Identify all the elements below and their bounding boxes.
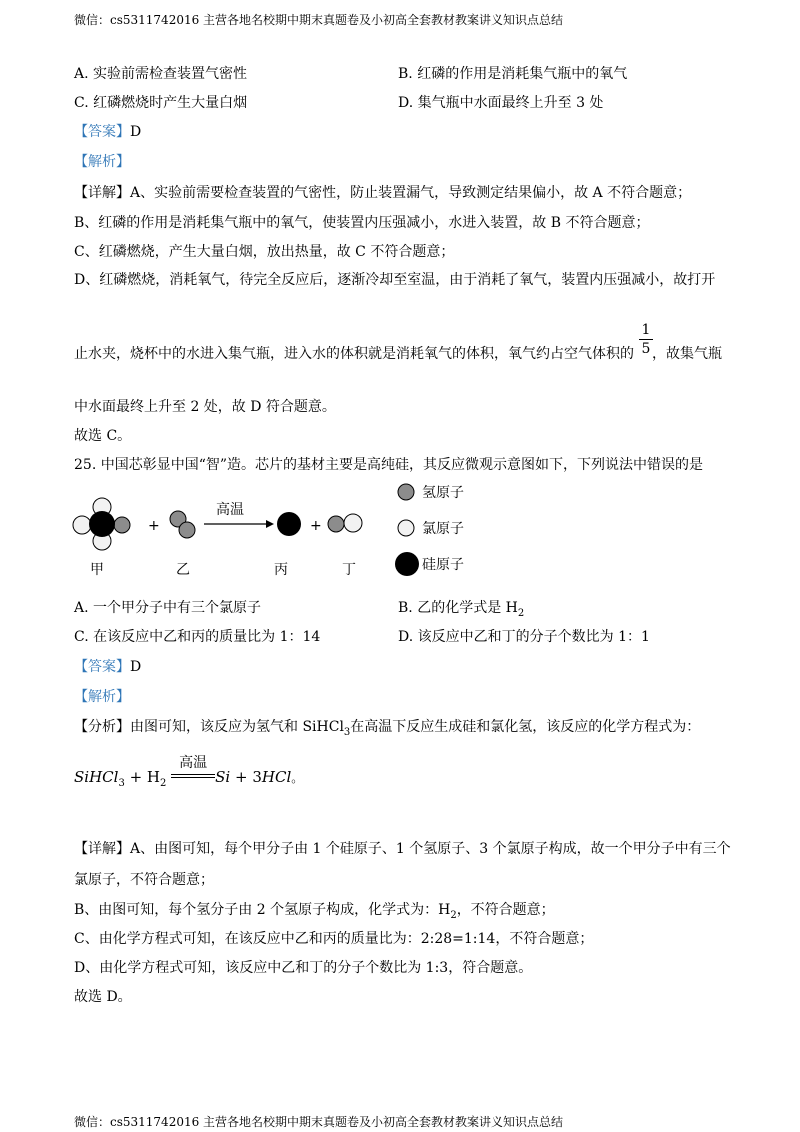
q24-option-a: A. 实验前需检查装置气密性 bbox=[74, 66, 248, 82]
detail-text: B、由图可知，每个氢分子由 2 个氢原子构成，化学式为：H bbox=[74, 902, 451, 918]
subscript: 2 bbox=[450, 909, 457, 921]
chlorine-atom bbox=[344, 514, 362, 532]
fraction-bar bbox=[639, 339, 653, 340]
q24-answer bbox=[74, 122, 141, 142]
answer-label: 【答案】 bbox=[74, 124, 130, 140]
fenxi-label: 【分析】 bbox=[74, 719, 130, 735]
reaction-diagram bbox=[66, 482, 486, 582]
q25-detail-b bbox=[74, 900, 555, 926]
legend-chlorine-icon bbox=[398, 520, 414, 536]
eq-line bbox=[171, 774, 215, 775]
legend-hydrogen-icon bbox=[398, 484, 414, 500]
q25-answer bbox=[74, 657, 141, 677]
eq-line bbox=[171, 777, 215, 778]
q25-detail-c: C、由化学方程式可知，在该反应中乙和丙的质量比为：2:28=1:14，不符合题意； bbox=[74, 931, 594, 947]
legend-silicon-label: 硅原子 bbox=[422, 557, 464, 573]
molecule-ding bbox=[328, 514, 362, 532]
subscript: 3 bbox=[343, 726, 351, 738]
detail-text: 止水夹，烧杯中的水进入集气瓶，进入水的体积就是消耗氧气的体积，氧气约占空气体积的 bbox=[74, 346, 634, 362]
label-yi: 乙 bbox=[176, 562, 190, 578]
q25-detail-d: D、由化学方程式可知，该反应中乙和丁的分子个数比为 1:3，符合题意。 bbox=[74, 960, 533, 976]
page-footer: 微信：cs5311742016 主营各地名校期中期末真题卷及小初高全套教材教案讲义知识点总结 bbox=[74, 1115, 564, 1129]
q25-option-d: D. 该反应中乙和丁的分子个数比为 1：1 bbox=[398, 629, 650, 645]
q25-detail-a1 bbox=[74, 839, 731, 859]
plus-sign: + bbox=[310, 518, 322, 534]
q24-option-c: C. 红磷燃烧时产生大量白烟 bbox=[74, 95, 248, 111]
legend-chlorine-label: 氯原子 bbox=[422, 521, 464, 537]
fenxi-text: 在高温下反应生成硅和氯化氢，该反应的化学方程式为： bbox=[350, 719, 701, 735]
answer-value: D bbox=[130, 659, 142, 675]
eq-term: SiHCl bbox=[74, 768, 119, 786]
answer-value: D bbox=[130, 124, 142, 140]
eq-term: + H bbox=[124, 768, 160, 786]
eq-end: 。 bbox=[291, 771, 304, 785]
detail-label: 【详解】 bbox=[74, 185, 130, 201]
plus-sign: + bbox=[148, 518, 160, 534]
fenxi-text: 由图可知，该反应为氢气和 SiHCl bbox=[130, 719, 344, 735]
detail-text: A、由图可知，每个甲分子由 1 个硅原子、1 个氢原子、3 个氯原子构成，故一个甲分子中有三个 bbox=[130, 841, 731, 857]
q24-detail-a bbox=[74, 183, 691, 203]
q25-stem: 25. 中国芯彰显中国“智”造。芯片的基材主要是高纯硅，其反应微观示意图如下，下列说法中错误的是 bbox=[74, 457, 704, 473]
q25-conclusion: 故选 D。 bbox=[74, 989, 132, 1005]
answer-label: 【答案】 bbox=[74, 659, 130, 675]
chlorine-atom bbox=[73, 516, 91, 534]
q25-option-b bbox=[398, 598, 524, 624]
hydrogen-atom bbox=[114, 517, 130, 533]
subscript: 2 bbox=[160, 778, 167, 789]
q25-analysis-label: 【解析】 bbox=[74, 689, 130, 705]
fraction-one-fifth bbox=[639, 322, 653, 357]
subscript: 2 bbox=[517, 607, 525, 619]
eq-term: HCl bbox=[261, 768, 292, 786]
option-text: B. 乙的化学式是 H bbox=[398, 600, 518, 616]
q24-option-d: D. 集气瓶中水面最终上升至 3 处 bbox=[398, 95, 604, 111]
label-bing: 丙 bbox=[274, 562, 288, 578]
fraction-denominator: 5 bbox=[641, 341, 651, 357]
silicon-atom bbox=[89, 511, 115, 537]
q24-detail-c: C、红磷燃烧，产生大量白烟，放出热量，故 C 不符合题意； bbox=[74, 244, 455, 260]
detail-text: ，不符合题意； bbox=[456, 902, 555, 918]
fraction-numerator: 1 bbox=[641, 322, 651, 338]
q25-detail-a2: 氯原子，不符合题意； bbox=[74, 872, 214, 888]
reaction-condition: 高温 bbox=[216, 502, 244, 518]
eq-condition: 高温 bbox=[179, 755, 208, 771]
arrow-head-icon bbox=[266, 520, 274, 528]
q24-conclusion: 故选 C。 bbox=[74, 428, 132, 444]
page-header: 微信：cs5311742016 主营各地名校期中期末真题卷及小初高全套教材教案讲义知识点总结 bbox=[74, 13, 564, 27]
detail-text: ，故集气瓶 bbox=[652, 346, 722, 362]
label-ding: 丁 bbox=[342, 562, 356, 578]
q24-detail-d3: 中水面最终上升至 2 处，故 D 符合题意。 bbox=[74, 399, 336, 415]
detail-text: A、实验前需要检查装置的气密性，防止装置漏气，导致测定结果偏小，故 A 不符合题意； bbox=[130, 185, 692, 201]
q25-option-a: A. 一个甲分子中有三个氯原子 bbox=[74, 600, 262, 616]
q24-analysis-label: 【解析】 bbox=[74, 154, 130, 170]
chemical-equation bbox=[74, 755, 304, 789]
q25-fenxi bbox=[74, 717, 700, 743]
detail-label: 【详解】 bbox=[74, 841, 130, 857]
label-jia: 甲 bbox=[90, 562, 104, 578]
q24-detail-d2 bbox=[74, 344, 722, 364]
q24-detail-d1: D、红磷燃烧，消耗氧气，待完全反应后，逐渐冷却至室温，由于消耗了氧气，装置内压强减小，故打开 bbox=[74, 272, 716, 288]
q25-option-c: C. 在该反应中乙和丙的质量比为 1：14 bbox=[74, 629, 321, 645]
q24-option-b: B. 红磷的作用是消耗集气瓶中的氧气 bbox=[398, 66, 628, 82]
molecule-yi bbox=[170, 511, 195, 538]
eq-condition-arrow bbox=[171, 755, 215, 788]
hydrogen-atom bbox=[179, 522, 195, 538]
q24-detail-b: B、红磷的作用是消耗集气瓶中的氧气，使装置内压强减小，水进入装置，故 B 不符合题意； bbox=[74, 215, 650, 231]
molecule-jia bbox=[73, 498, 130, 550]
eq-term: + 3 bbox=[230, 768, 262, 786]
legend-hydrogen-label: 氢原子 bbox=[422, 485, 464, 501]
hydrogen-atom bbox=[328, 516, 344, 532]
legend-silicon-icon bbox=[395, 552, 419, 576]
eq-term: Si bbox=[215, 768, 231, 786]
silicon-atom bbox=[277, 512, 301, 536]
subscript: 3 bbox=[118, 778, 125, 789]
